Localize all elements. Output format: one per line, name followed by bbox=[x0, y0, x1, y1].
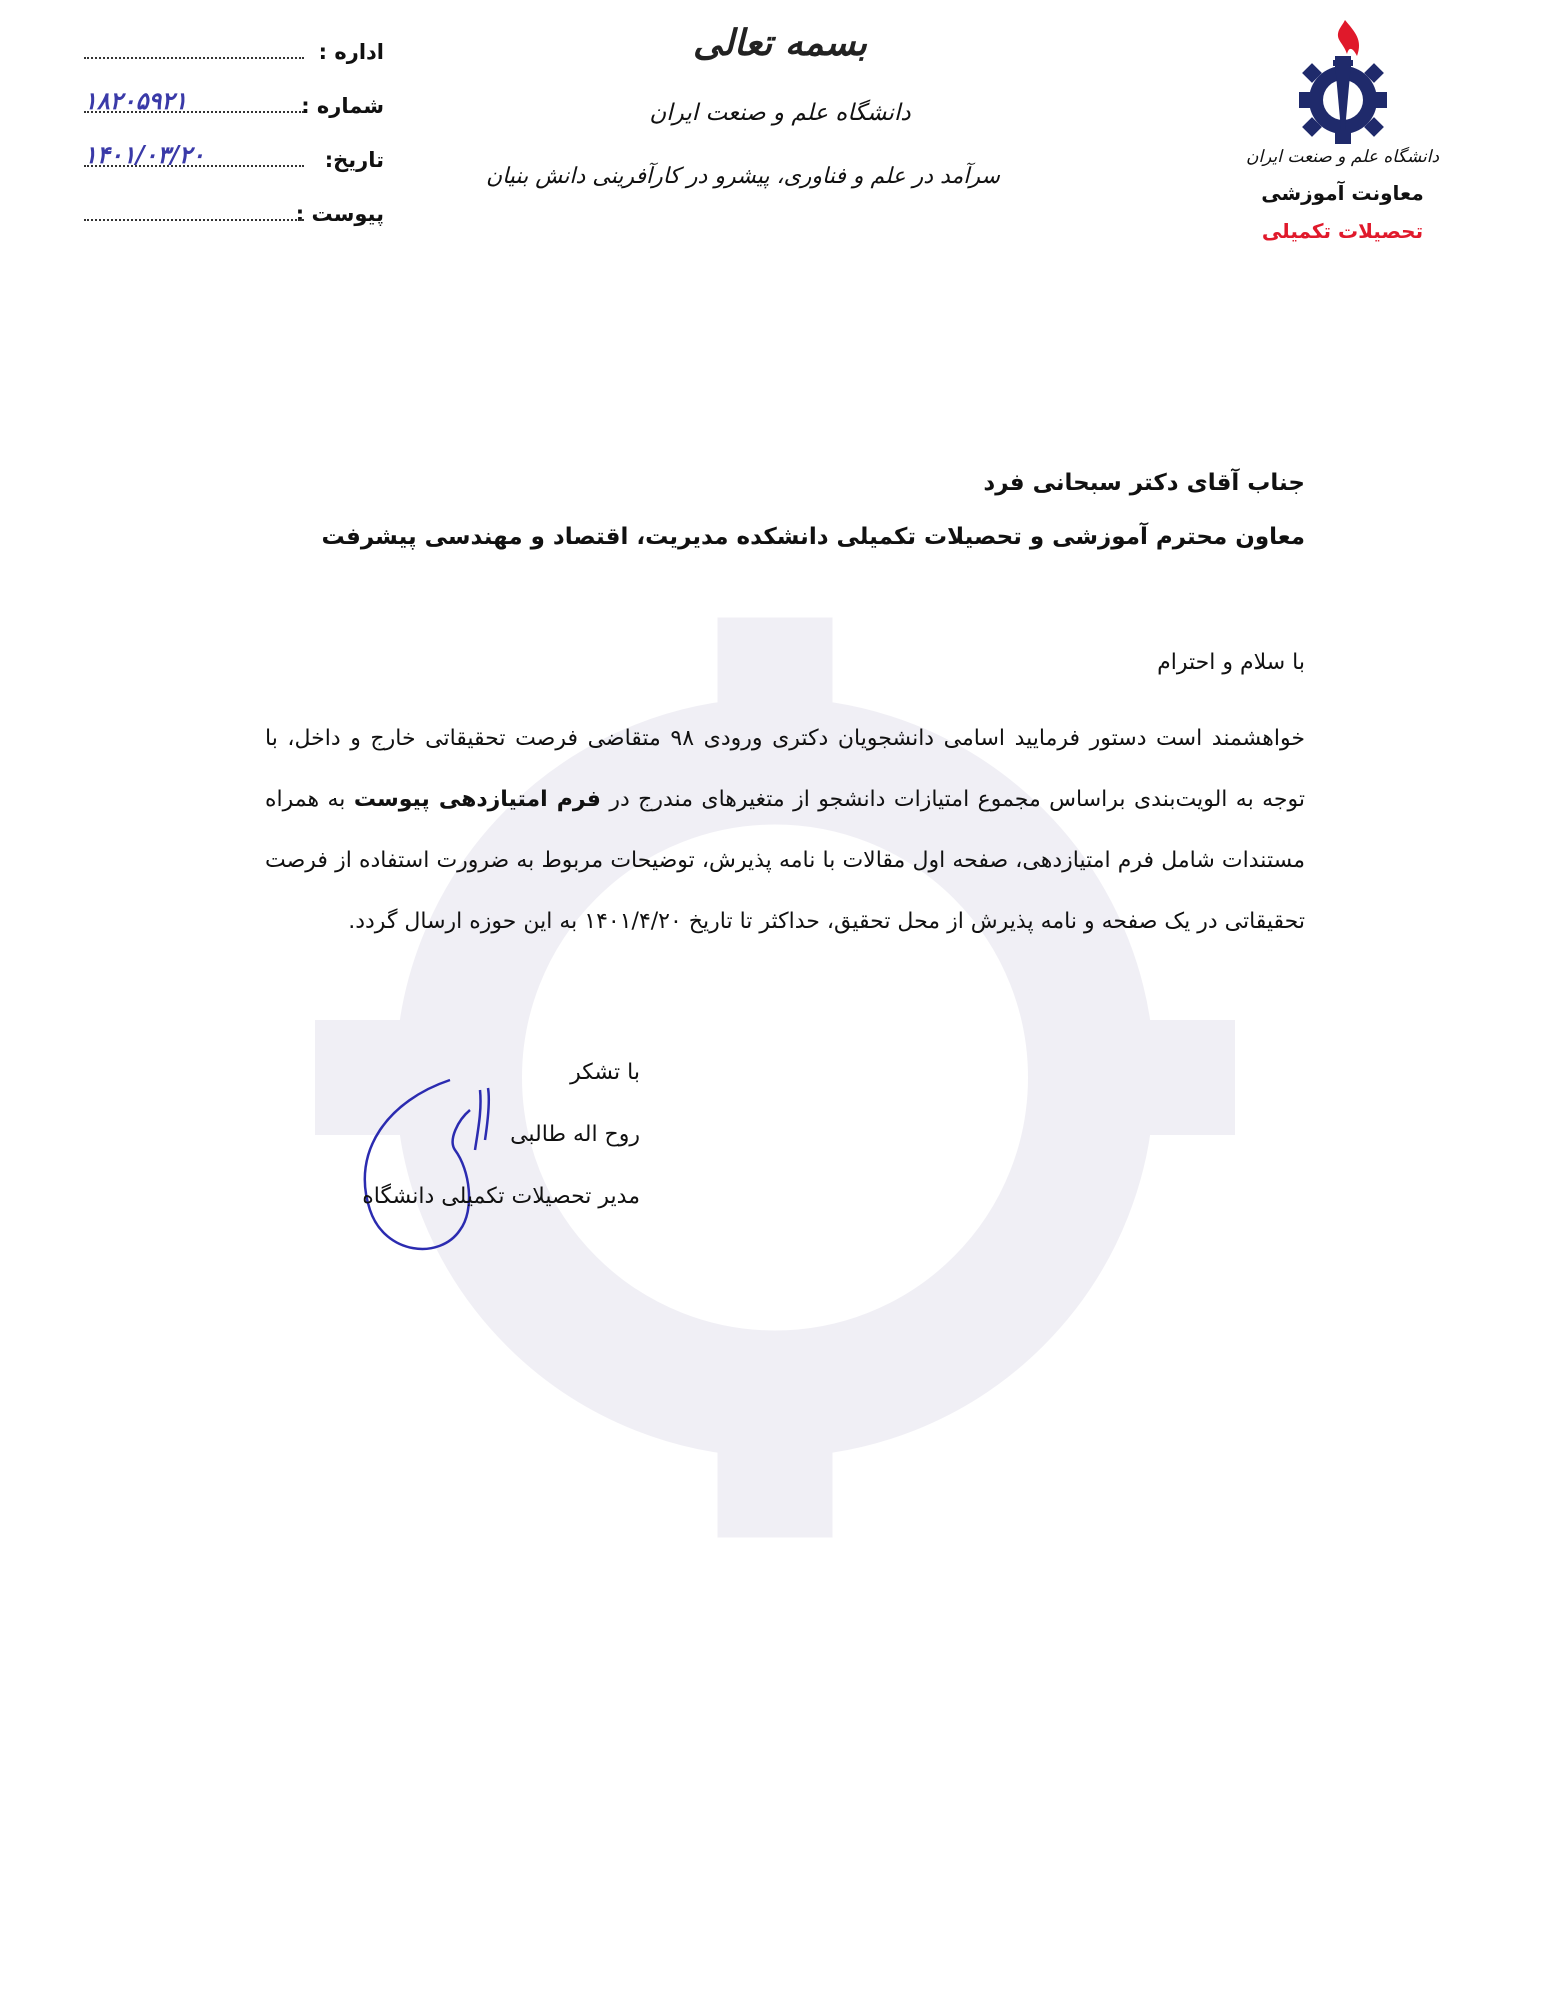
addressee bbox=[205, 470, 1305, 550]
field-attachment-line bbox=[84, 219, 304, 221]
field-number-label: شماره : bbox=[301, 94, 384, 118]
header-fields bbox=[84, 40, 384, 256]
body-text-bold: فرم امتیازدهی پیوست bbox=[353, 787, 601, 812]
signer-name: روح اله طالبی bbox=[510, 1122, 640, 1147]
university-name: دانشگاه علم و صنعت ایران bbox=[649, 100, 911, 126]
field-office-line bbox=[84, 57, 304, 59]
field-date-label: تاریخ: bbox=[324, 148, 384, 172]
field-attachment-label: پیوست : bbox=[295, 202, 384, 226]
field-date bbox=[84, 140, 384, 202]
addressee-name: جناب آقای دکتر سبحانی فرد bbox=[983, 470, 1305, 496]
closing-block bbox=[260, 1060, 640, 1246]
field-date-value: ۱۴۰۱/۰۳/۲۰ bbox=[84, 140, 205, 169]
body-text-start: خواهشمند است دستور فرمایید اسامی دانشجویان دکتری ورودی ۹۸ متقاضی فرصت تحقیقاتی خارج و داخل، با توجه به الویت‌بندی براساس مجموع امتیازات دانشجو از متغیرهای مندرج در bbox=[265, 726, 1305, 812]
logo-university-text: دانشگاه علم و صنعت ایران bbox=[1245, 147, 1440, 167]
bismillah: بسمه تعالی bbox=[692, 22, 868, 64]
department-line2: تحصیلات تکمیلی bbox=[1261, 219, 1424, 243]
field-attachment bbox=[84, 202, 384, 256]
university-slogan: سرآمد در علم و فناوری، پیشرو در کارآفرینی دانش بنیان bbox=[485, 164, 1000, 189]
letter-body bbox=[265, 650, 1305, 952]
greeting: با سلام و احترام bbox=[1157, 650, 1305, 675]
letterhead-center bbox=[485, 22, 1000, 189]
field-number-value: ۱۸۲۰۵۹۲۱ bbox=[84, 86, 188, 115]
field-office-label: اداره : bbox=[318, 40, 384, 64]
department-line1: معاونت آموزشی bbox=[1261, 181, 1424, 205]
logo-block bbox=[1245, 12, 1440, 243]
closing-thanks: با تشکر bbox=[570, 1060, 640, 1085]
addressee-title: معاون محترم آموزشی و تحصیلات تکمیلی دانشکده مدیریت، اقتصاد و مهندسی پیشرفت bbox=[321, 524, 1305, 550]
university-logo-icon bbox=[1283, 12, 1403, 147]
body-paragraph bbox=[265, 708, 1305, 952]
signer-position: مدیر تحصیلات تکمیلی دانشگاه bbox=[362, 1184, 640, 1209]
body-text-end: به همراه مستندات شامل فرم امتیازدهی، صفحه اول مقالات با نامه پذیرش، توضیحات مربوط به ضرورت استفاده از فرصت تحقیقاتی در یک صفحه و نامه پذیرش از محل تحقیق، حداکثر تا تاریخ ۱۴۰۱/۴/۲۰ به این حوزه ارسال گردد. bbox=[265, 787, 1305, 934]
